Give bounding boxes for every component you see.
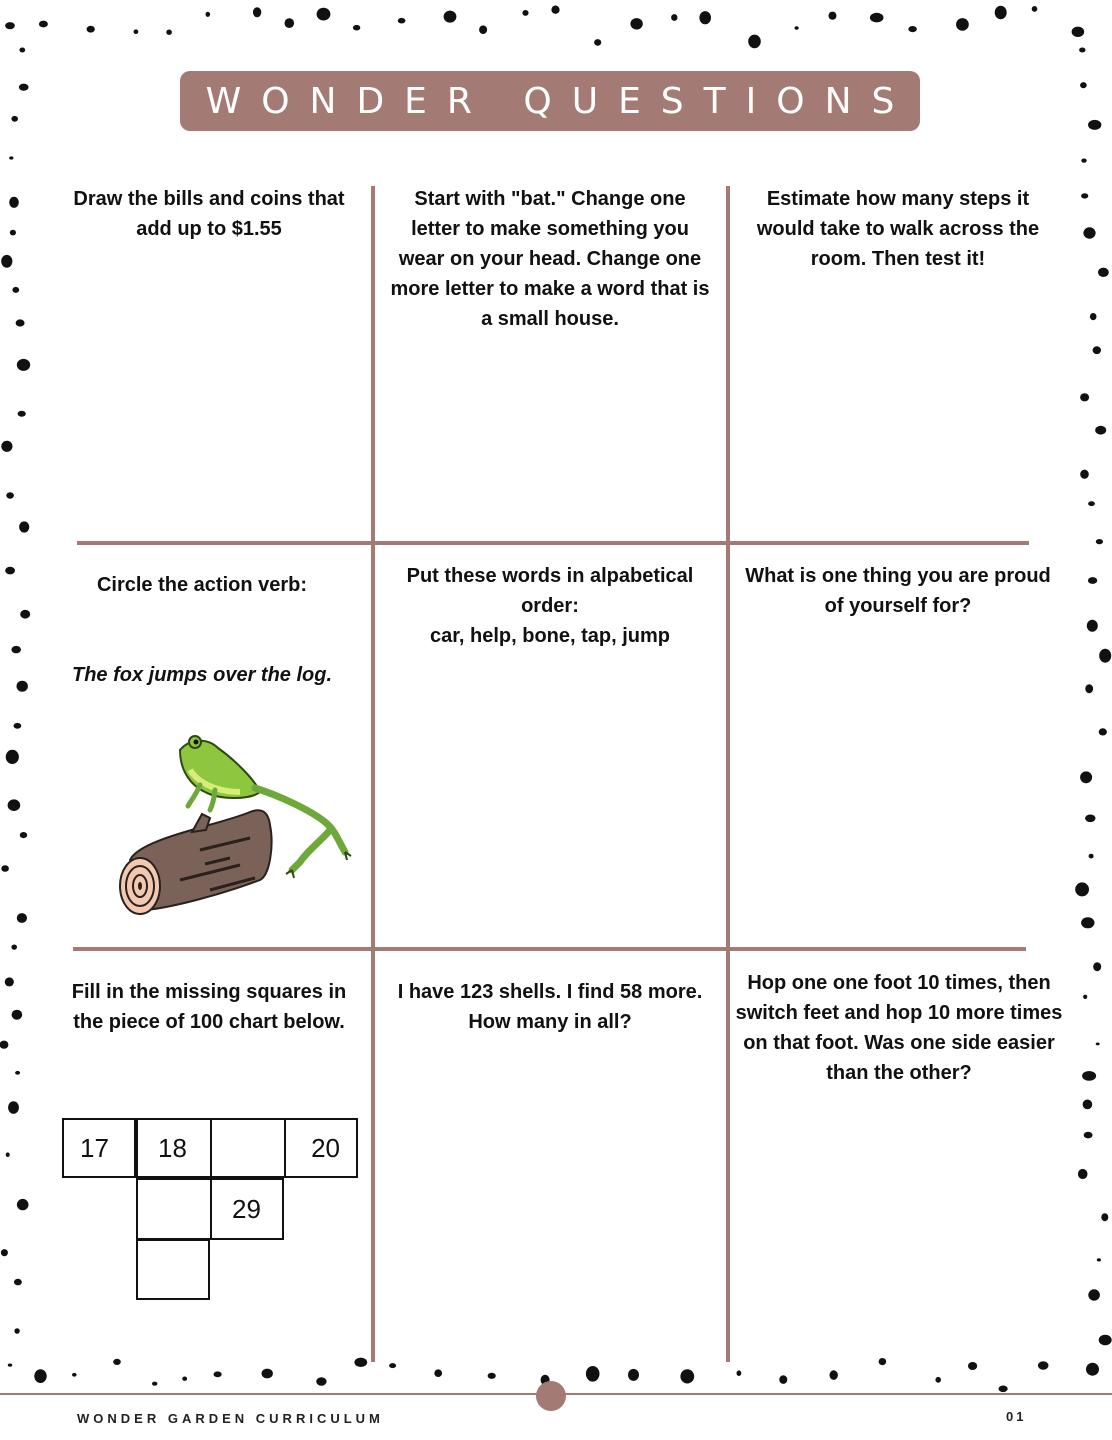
footer-dot-ornament <box>536 1381 566 1411</box>
shells-question: I have 123 shells. I find 58 more. How many in all? <box>397 981 703 1033</box>
grid-line-horizontal-2 <box>73 947 1026 951</box>
hop-question: Hop one one foot 10 times, then switch feet and hop 10 more times on that foot. Was one side easier than the other? <box>735 972 1063 1084</box>
page-title: WONDER QUESTIONS <box>205 80 915 122</box>
action-verb-prompt: Circle the action verb: <box>96 574 308 596</box>
alphabet-order-prompt: Put these words in alpabetical order: <box>406 565 694 617</box>
alphabet-word-list: car, help, bone, tap, jump <box>429 625 671 647</box>
footer-brand: WONDER GARDEN CURRICULUM <box>77 1411 384 1426</box>
frog-on-log-illustration <box>110 730 360 925</box>
word-ladder-question: Start with "bat." Change one letter to make something you wear on your head. Change one more letter to make a word that is a small house. <box>390 188 710 330</box>
chart-cell-blank-28[interactable] <box>136 1178 212 1240</box>
chart-cell-29: 29 <box>210 1178 284 1240</box>
log-icon <box>120 810 272 914</box>
grid-line-vertical-1 <box>371 186 375 1362</box>
chart-cell-blank-38[interactable] <box>136 1239 210 1300</box>
chart-cell-20: 20 <box>284 1118 358 1178</box>
page-number: 01 <box>1006 1409 1027 1424</box>
money-question: Draw the bills and coins that add up to $1.55 <box>73 188 345 240</box>
grid-line-vertical-2 <box>726 186 730 1362</box>
chart-cell-blank-19[interactable] <box>210 1118 286 1178</box>
action-verb-sentence: The fox jumps over the log. <box>71 664 333 686</box>
grid-line-horizontal-1 <box>77 541 1029 545</box>
proud-question: What is one thing you are proud of yourself for? <box>745 565 1051 617</box>
estimate-question: Estimate how many steps it would take to walk across the room. Then test it! <box>756 188 1040 270</box>
chart-cell-18: 18 <box>136 1118 212 1178</box>
chart-cell-17: 17 <box>62 1118 136 1178</box>
title-banner <box>180 71 920 131</box>
hundred-chart-prompt: Fill in the missing squares in the piece of 100 chart below. <box>71 981 347 1033</box>
